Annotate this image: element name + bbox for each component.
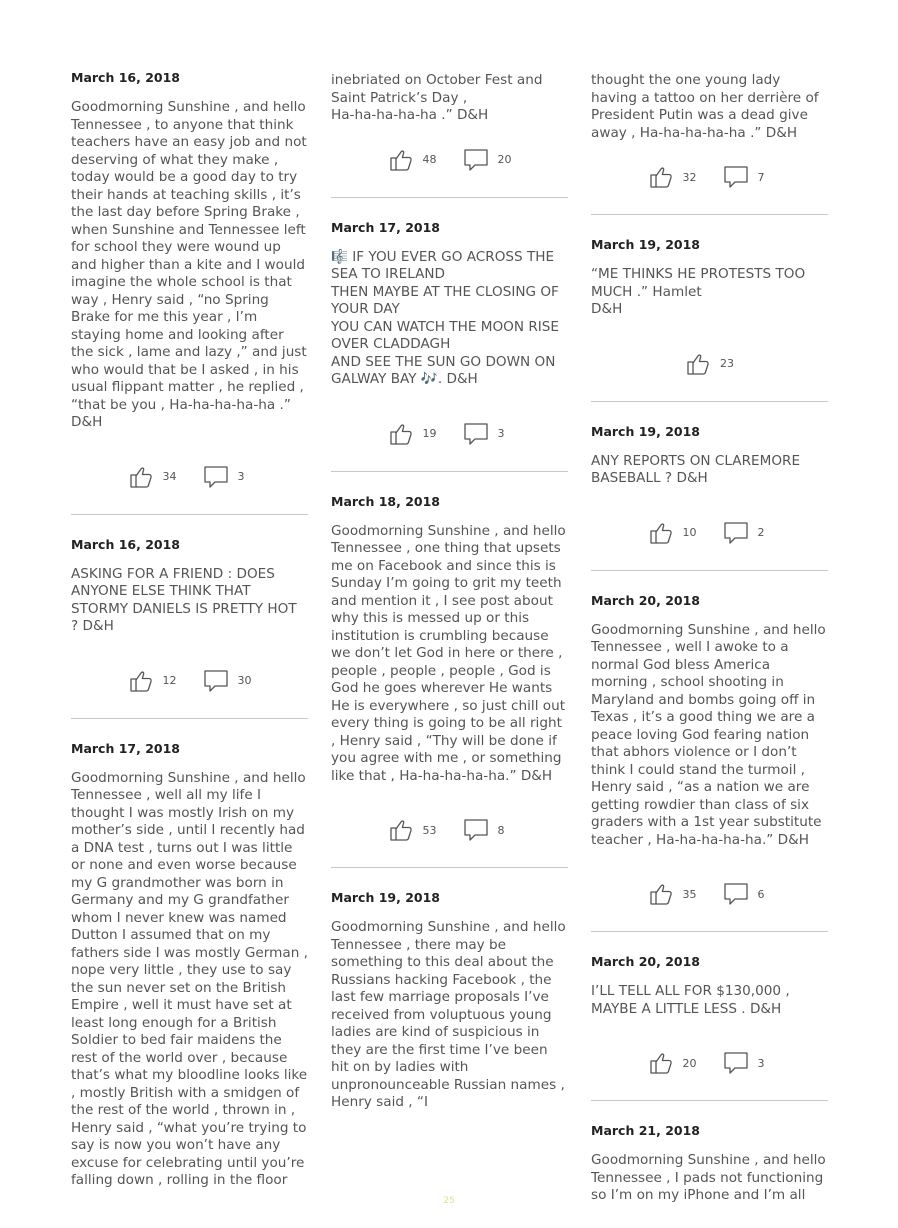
- comment-button[interactable]: [463, 147, 512, 173]
- like-button[interactable]: [388, 147, 437, 173]
- comment-button[interactable]: [463, 817, 512, 843]
- post: [71, 70, 308, 432]
- post-actions: [71, 462, 308, 492]
- like-count: 20: [682, 1056, 697, 1070]
- like-count: 35: [682, 887, 697, 901]
- comment-button[interactable]: [203, 668, 252, 694]
- thumbs-up-icon: [685, 351, 711, 377]
- post-date: March 19, 2018: [591, 237, 700, 252]
- like-count: 32: [682, 170, 697, 184]
- comment-count: 3: [237, 470, 245, 483]
- like-button[interactable]: [648, 1050, 697, 1076]
- post-date: March 17, 2018: [71, 740, 180, 756]
- like-count: 12: [162, 674, 177, 687]
- comment-button[interactable]: [723, 881, 772, 907]
- post-date: March 16, 2018: [71, 70, 180, 85]
- post: [591, 1123, 828, 1205]
- post-text: “ME THINKS HE PROTESTS TOO MUCH .” Hamlet D&H: [591, 266, 806, 317]
- column-1: [71, 70, 308, 1190]
- like-count: 53: [422, 823, 437, 837]
- comment-button[interactable]: [723, 520, 772, 546]
- like-button[interactable]: [128, 464, 177, 490]
- thumbs-up-icon: [648, 164, 674, 190]
- column-2: [331, 72, 568, 1112]
- like-button[interactable]: [685, 351, 734, 377]
- page-number: 25: [443, 1196, 455, 1206]
- post-date: March 18, 2018: [331, 493, 440, 509]
- post-date: March 19, 2018: [591, 423, 700, 439]
- post-divider: [331, 471, 568, 472]
- comment-button[interactable]: [723, 1050, 772, 1076]
- post: [591, 954, 828, 1018]
- post: [331, 220, 568, 389]
- comment-bubble-icon: [463, 421, 489, 447]
- post-divider: [591, 931, 828, 932]
- post-text: I’LL TELL ALL FOR $130,000 , MAYBE A LITTLE LESS . D&H: [591, 983, 790, 1017]
- comment-count: 3: [497, 427, 505, 440]
- thumbs-up-icon: [648, 1050, 674, 1076]
- comment-button[interactable]: [723, 164, 772, 190]
- like-button[interactable]: [388, 817, 437, 843]
- comment-count: 30: [237, 674, 252, 687]
- post-actions: [331, 419, 568, 449]
- like-button[interactable]: [648, 881, 697, 907]
- post-actions: [591, 518, 828, 548]
- comment-count: 3: [757, 1056, 765, 1070]
- comment-button[interactable]: [203, 464, 252, 490]
- post-date: March 16, 2018: [71, 536, 180, 552]
- post-text: Goodmorning Sunshine , and hello Tennessee , there may be something to this deal about the Russians hacking Facebook , the last few marriage proposals I’ve received from voluptuous young ladies are kind of suspicious in they are the first time I’ve been hit on by ladies with unpronounceable Russian names , Henry said , “I: [331, 919, 566, 1110]
- post-date: March 17, 2018: [331, 219, 440, 235]
- comment-bubble-icon: [723, 881, 749, 907]
- post-text: Goodmorning Sunshine , and hello Tennessee , I pads not functioning so I’m on my iPhone and I’m all: [591, 1152, 826, 1203]
- comment-count: 20: [497, 153, 512, 166]
- thumbs-up-icon: [388, 421, 414, 447]
- comment-button[interactable]: [463, 421, 512, 447]
- post-actions: [71, 666, 308, 696]
- post-text: Goodmorning Sunshine , and hello Tennessee , well I awoke to a normal God bless America morning , school shooting in Maryland and bombs going off in Texas , it’s a good thing we are a peace loving God fearing nation that abhors violence or I don’t think I could stand the turmoil , Henry said , “as a nation we are getting rowdier than class of six graders with a 1st year substitute teacher , Ha-ha-ha-ha-ha.” D&H: [591, 621, 826, 848]
- post-actions: [591, 349, 828, 379]
- like-count: 10: [682, 526, 697, 539]
- post-divider: [591, 214, 828, 215]
- post: [591, 237, 828, 319]
- post-text: ASKING FOR A FRIEND : DOES ANYONE ELSE THINK THAT STORMY DANIELS IS PRETTY HOT ? D&H: [71, 565, 297, 634]
- post: [591, 593, 828, 850]
- thumbs-up-icon: [128, 464, 154, 490]
- comment-bubble-icon: [723, 1050, 749, 1076]
- like-button[interactable]: [648, 164, 697, 190]
- comment-count: 6: [757, 887, 765, 901]
- post-divider: [71, 514, 308, 515]
- post-text-continued: thought the one young lady having a tattoo on her derrière of President Putin was a dead give away , Ha-ha-ha-ha-ha .” D&H: [591, 72, 819, 141]
- comment-bubble-icon: [723, 520, 749, 546]
- thumbs-up-icon: [648, 520, 674, 546]
- post-text: ANY REPORTS ON CLAREMORE BASEBALL ? D&H: [591, 452, 801, 486]
- post: [71, 741, 308, 1190]
- comment-bubble-icon: [203, 464, 229, 490]
- post-text-continued: inebriated on October Fest and Saint Patrick’s Day , Ha-ha-ha-ha-ha .” D&H: [331, 72, 543, 123]
- post-text: Goodmorning Sunshine , and hello Tennessee , well all my life I thought I was mostly Irish on my mother’s side , until I recently had a DNA test , turns out I was little or none and even worse because my G grandmother was born in Germany and my G grandfather whom I never knew was named Dutton I assumed that on my fathers side I was mostly German , nope very little , they use to say the sun never set on the British Empire , well it must have set at least long enough for a British Soldier to bed fair maidens the rest of the world over , because that’s what my bloodline looks like , mostly British with a smidgen of the rest of the world , thrown in , Henry said , “what you’re trying to say is now you won’t have any excuse for celebrating until you’re falling down , rolling in the floor: [71, 769, 308, 1188]
- post-actions: [331, 815, 568, 845]
- like-button[interactable]: [388, 421, 437, 447]
- post-actions: [331, 145, 568, 175]
- like-count: 23: [720, 357, 734, 370]
- thumbs-up-icon: [388, 817, 414, 843]
- comment-bubble-icon: [203, 668, 229, 694]
- post-actions: [591, 1048, 828, 1078]
- post-date: March 19, 2018: [331, 890, 440, 905]
- post-divider: [591, 401, 828, 402]
- post-divider: [331, 197, 568, 198]
- post-text: Goodmorning Sunshine , and hello Tennessee , one thing that upsets me on Facebook and since this is Sunday I’m going to grit my teeth and mention it , I see post about why this is messed up or this institution is crumbling because we don’t let God in here or there , people , people , people , God is God he goes wherever He wants He is everywhere , so just chill out every thing is going to be all right , Henry said , “Thy will be done if you agree with me , or something like that , Ha-ha-ha-ha-ha.” D&H: [331, 522, 566, 784]
- comment-count: 2: [757, 526, 765, 539]
- thumbs-up-icon: [128, 668, 154, 694]
- post-divider: [71, 718, 308, 719]
- post-date: March 20, 2018: [591, 592, 700, 608]
- post: [331, 494, 568, 786]
- post-date: March 20, 2018: [591, 954, 700, 969]
- post-date: March 21, 2018: [591, 1123, 700, 1138]
- comment-bubble-icon: [463, 147, 489, 173]
- post-divider: [591, 570, 828, 571]
- comment-bubble-icon: [723, 164, 749, 190]
- comment-bubble-icon: [463, 817, 489, 843]
- thumbs-up-icon: [648, 881, 674, 907]
- post-divider: [591, 1100, 828, 1101]
- like-count: 34: [162, 470, 177, 483]
- like-button[interactable]: [128, 668, 177, 694]
- like-count: 48: [422, 153, 437, 166]
- post-divider: [331, 867, 568, 868]
- post: [331, 890, 568, 1112]
- post-text: Goodmorning Sunshine , and hello Tennessee , to anyone that think teachers have an easy job and not deserving of what they make , today would be a good day to try their hands at teaching skills , it’s the last day before Spring Brake , when Sunshine and Tennessee left for school they were wound up and higher than a kite and I would imagine the whole school is that way , Henry said , “no Spring Brake for me this year , I’m staying home and looking after the sick , lame and lazy ,” and just who would that be I asked , in his usual flippant matter , he replied , “that be you , Ha-ha-ha-ha-ha .” D&H: [71, 99, 307, 430]
- comment-count: 7: [757, 170, 765, 184]
- post: [591, 424, 828, 488]
- like-button[interactable]: [648, 520, 697, 546]
- like-count: 19: [422, 427, 437, 440]
- post: [71, 537, 308, 636]
- column-3: [591, 72, 828, 1205]
- thumbs-up-icon: [388, 147, 414, 173]
- post-actions: [591, 162, 828, 192]
- post-actions: [591, 879, 828, 909]
- post-text: 🎼 IF YOU EVER GO ACROSS THE SEA TO IRELAND THEN MAYBE AT THE CLOSING OF YOUR DAY YOU CAN WATCH THE MOON RISE OVER CLADDAGH AND SEE THE SUN GO DOWN ON GALWAY BAY 🎶. D&H: [331, 248, 560, 387]
- comment-count: 8: [497, 823, 505, 837]
